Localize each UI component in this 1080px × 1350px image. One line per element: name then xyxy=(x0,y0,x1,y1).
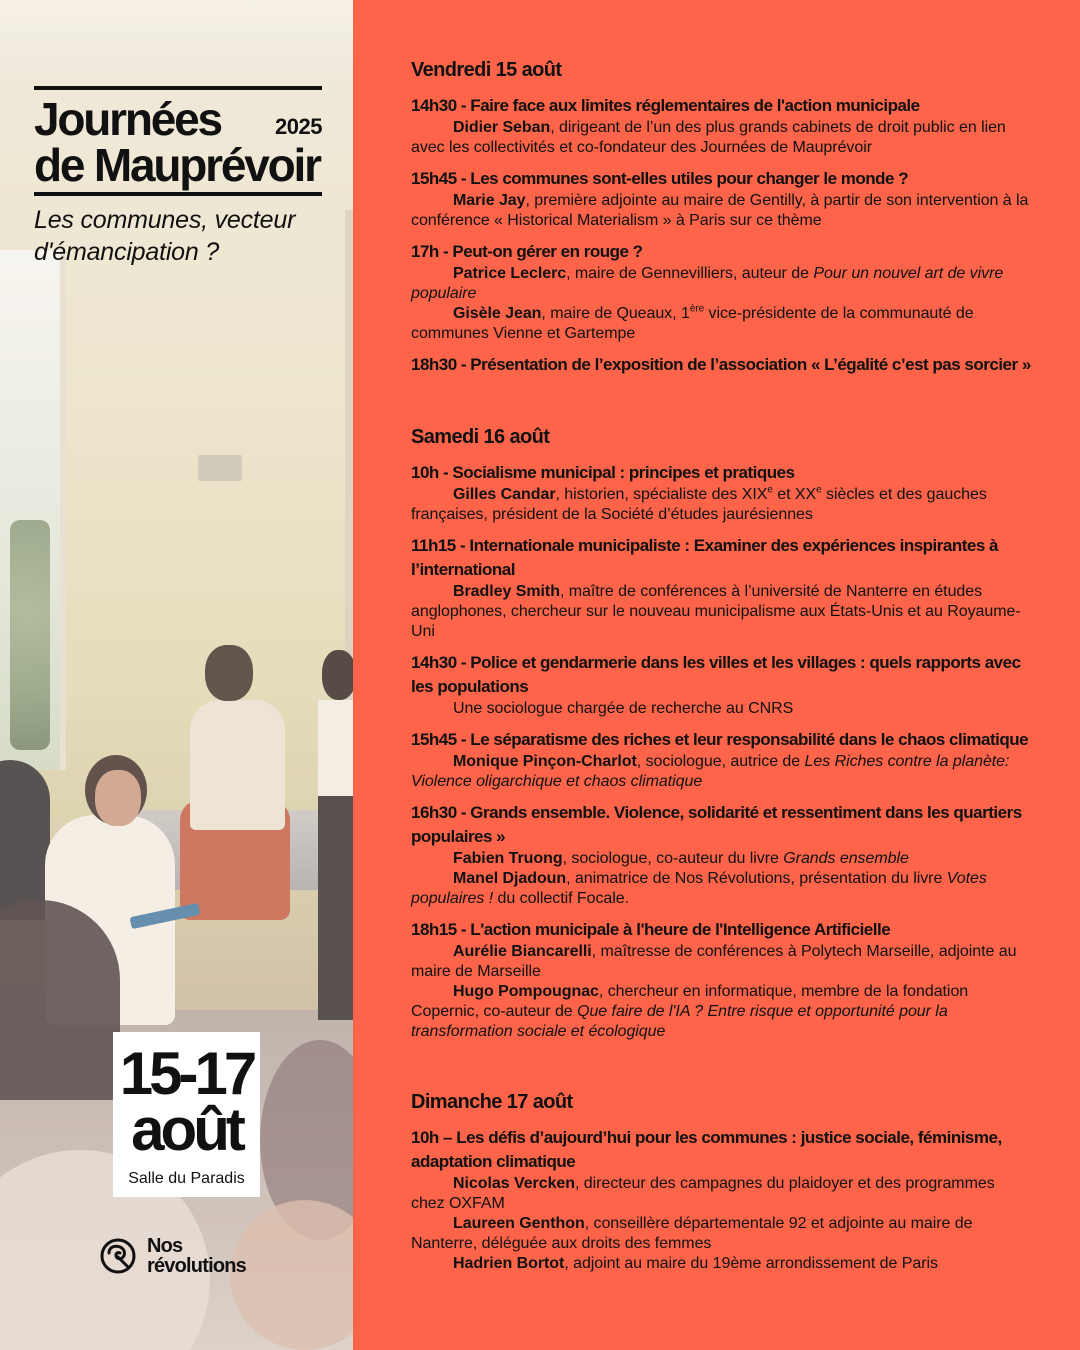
speaker-description-end: du collectif Focale. xyxy=(493,890,630,907)
speaker-description: , conseillère départementale 92 et adjointe au maire de Nanterre, déléguée aux droits des femmes xyxy=(411,1215,973,1252)
speaker-name: Marie Jay xyxy=(453,192,526,209)
session-title: 14h30 - Faire face aux limites réglementaires de l'action municipale xyxy=(411,96,920,115)
session xyxy=(411,461,1031,525)
date-days: 15-17 xyxy=(119,1040,254,1107)
photo-panel xyxy=(0,0,353,1350)
day-heading: Samedi 16 août xyxy=(411,426,550,448)
title-row xyxy=(34,93,322,191)
session xyxy=(411,651,1031,719)
speaker xyxy=(411,942,1031,982)
superscript: e xyxy=(767,484,773,496)
session xyxy=(411,918,1031,1042)
speaker-name: Laureen Genthon xyxy=(453,1215,585,1232)
day-heading: Dimanche 17 août xyxy=(411,1091,573,1113)
speaker-description: , dirigeant de l’un des plus grands cabinets de droit public en lien avec les collectivités et co-fondateur des Journées de Mauprévoir xyxy=(411,119,1006,156)
superscript: e xyxy=(816,484,822,496)
speaker-name: Gilles Candar xyxy=(453,486,556,503)
speaker-description: , directeur des campagnes du plaidoyer et des programmes chez OXFAM xyxy=(411,1175,995,1212)
event-title-line2: de Mauprévoir xyxy=(34,139,320,191)
speaker-work: Les Riches contre la planète: Violence oligarchique et chaos climatique xyxy=(411,753,1010,790)
speaker-description: , maître de conférences à l’université de Nanterre en études anglophones, chercheur sur le nouveau municipalisme aux États-Unis et au Royaume-Uni xyxy=(411,583,1021,640)
speaker xyxy=(411,264,1031,304)
speaker xyxy=(411,485,1031,525)
event-subtitle-line2: d'émancipation ? xyxy=(34,238,220,266)
speaker-work: Votes populaires ! xyxy=(411,870,987,907)
speaker xyxy=(411,191,1031,231)
program xyxy=(411,56,1031,1283)
speaker xyxy=(411,849,1031,869)
venue: Salle du Paradis xyxy=(128,1170,245,1187)
session-title: 15h45 - Le séparatisme des riches et leur responsabilité dans le chaos climatique xyxy=(411,730,1029,749)
speaker-name: Nicolas Vercken xyxy=(453,1175,575,1192)
speaker-description: , chercheur en informatique, membre de la fondation Copernic, co-auteur de xyxy=(411,983,969,1020)
speaker-name: Hadrien Bortot xyxy=(453,1255,565,1272)
session xyxy=(411,167,1031,231)
speaker-name: Patrice Leclerc xyxy=(453,265,567,282)
day-heading: Vendredi 15 août xyxy=(411,59,562,81)
speaker-name: Monique Pinçon-Charlot xyxy=(453,753,637,770)
speaker-work: Grands ensemble xyxy=(783,850,909,867)
session-title: 14h30 - Police et gendarmerie dans les villes et les villages : quels rapports avec les populations xyxy=(411,653,1021,696)
session xyxy=(411,353,1031,377)
session-title: 15h45 - Les communes sont-elles utiles pour changer le monde ? xyxy=(411,169,909,188)
speaker-description-cont: et XX xyxy=(772,486,817,503)
event-year: 2025 xyxy=(275,114,322,139)
speaker xyxy=(411,118,1031,158)
session xyxy=(411,728,1031,792)
organizer-name xyxy=(147,1236,246,1276)
event-subtitle xyxy=(34,204,334,268)
session xyxy=(411,94,1031,158)
session-title: 18h15 - L'action municipale à l'heure de l'Intelligence Artificielle xyxy=(411,920,891,939)
date-box xyxy=(113,1032,260,1197)
session-title: 16h30 - Grands ensemble. Violence, solidarité et ressentiment dans les quartiers populaires » xyxy=(411,803,1022,846)
speaker-description: , maire de Queaux, 1 xyxy=(541,305,690,322)
speaker-description: , adjoint au maire du 19ème arrondissement de Paris xyxy=(564,1255,938,1272)
superscript: ère xyxy=(689,303,705,315)
title-rule-top xyxy=(34,86,322,90)
date-month: août xyxy=(131,1096,242,1163)
speaker-description: , animatrice de Nos Révolutions, présentation du livre xyxy=(566,870,947,887)
speaker xyxy=(411,699,1031,719)
session-title: 17h - Peut-on gérer en rouge ? xyxy=(411,242,643,261)
organizer-name-line2: révolutions xyxy=(147,1255,246,1277)
speaker-name: Manel Djadoun xyxy=(453,870,567,887)
speaker xyxy=(411,869,1031,909)
speaker-name: Gisèle Jean xyxy=(453,305,542,322)
speaker xyxy=(411,1174,1031,1214)
speaker xyxy=(411,304,1031,344)
organizer-name-line1: Nos xyxy=(147,1235,183,1257)
speaker-description: , sociologue, co-auteur du livre xyxy=(562,850,784,867)
date-range xyxy=(113,1040,260,1163)
nos-revolutions-logo-icon xyxy=(100,1238,136,1274)
speaker-description-end: siècles et des gauches françaises, président de la Société d’études jaurésiennes xyxy=(411,486,987,523)
event-title-block xyxy=(34,86,322,196)
title-rule-bottom xyxy=(34,192,322,196)
session-title: 10h – Les défis d’aujourd’hui pour les communes : justice sociale, féminisme, adaptation climatique xyxy=(411,1128,1002,1171)
speaker-name: Hugo Pompougnac xyxy=(453,983,599,1000)
session-title: 10h - Socialisme municipal : principes et pratiques xyxy=(411,463,795,482)
session xyxy=(411,1126,1031,1274)
speaker-work: Pour un nouvel art de vivre populaire xyxy=(411,265,1004,302)
session-title: 18h30 - Présentation de l’exposition de l’association « L’égalité c’est pas sorcier » xyxy=(411,355,1031,374)
session xyxy=(411,801,1031,909)
session xyxy=(411,240,1031,344)
speaker-name: Didier Seban xyxy=(453,119,551,136)
session xyxy=(411,534,1031,642)
speaker-name: Fabien Truong xyxy=(453,850,563,867)
speaker-description: , première adjointe au maire de Gentilly, à partir de son intervention à la conférence « Historical Materialism » à Paris sur ce thème xyxy=(411,192,1029,229)
speaker xyxy=(411,1254,1031,1274)
event-title-line1: Journées xyxy=(34,93,221,145)
speaker xyxy=(411,582,1031,642)
event-subtitle-line1: Les communes, vecteur xyxy=(34,206,296,234)
speaker-description: , maire de Gennevilliers, auteur de xyxy=(566,265,814,282)
program-panel xyxy=(353,0,1080,1350)
speaker-name: Bradley Smith xyxy=(453,583,560,600)
speaker-description: , maîtresse de conférences à Polytech Marseille, adjointe au maire de Marseille xyxy=(411,943,1017,980)
speaker-description: , historien, spécialiste des XIX xyxy=(555,486,768,503)
session-title: 11h15 - Internationale municipaliste : Examiner des expériences inspirantes à l’international xyxy=(411,536,998,579)
speaker-description: Une sociologue chargée de recherche au CNRS xyxy=(453,700,794,717)
organizer-logo xyxy=(100,1236,270,1280)
event-title xyxy=(34,93,322,191)
speaker-description: , sociologue, autrice de xyxy=(636,753,805,770)
speaker xyxy=(411,1214,1031,1254)
speaker xyxy=(411,752,1031,792)
speaker-name: Aurélie Biancarelli xyxy=(453,943,592,960)
speaker-description-cont: vice-présidente de la communauté de communes Vienne et Gartempe xyxy=(411,305,974,342)
speaker xyxy=(411,982,1031,1042)
speaker-work: Que faire de l'IA ? Entre risque et opportunité pour la transformation sociale et écologique xyxy=(411,1003,948,1040)
